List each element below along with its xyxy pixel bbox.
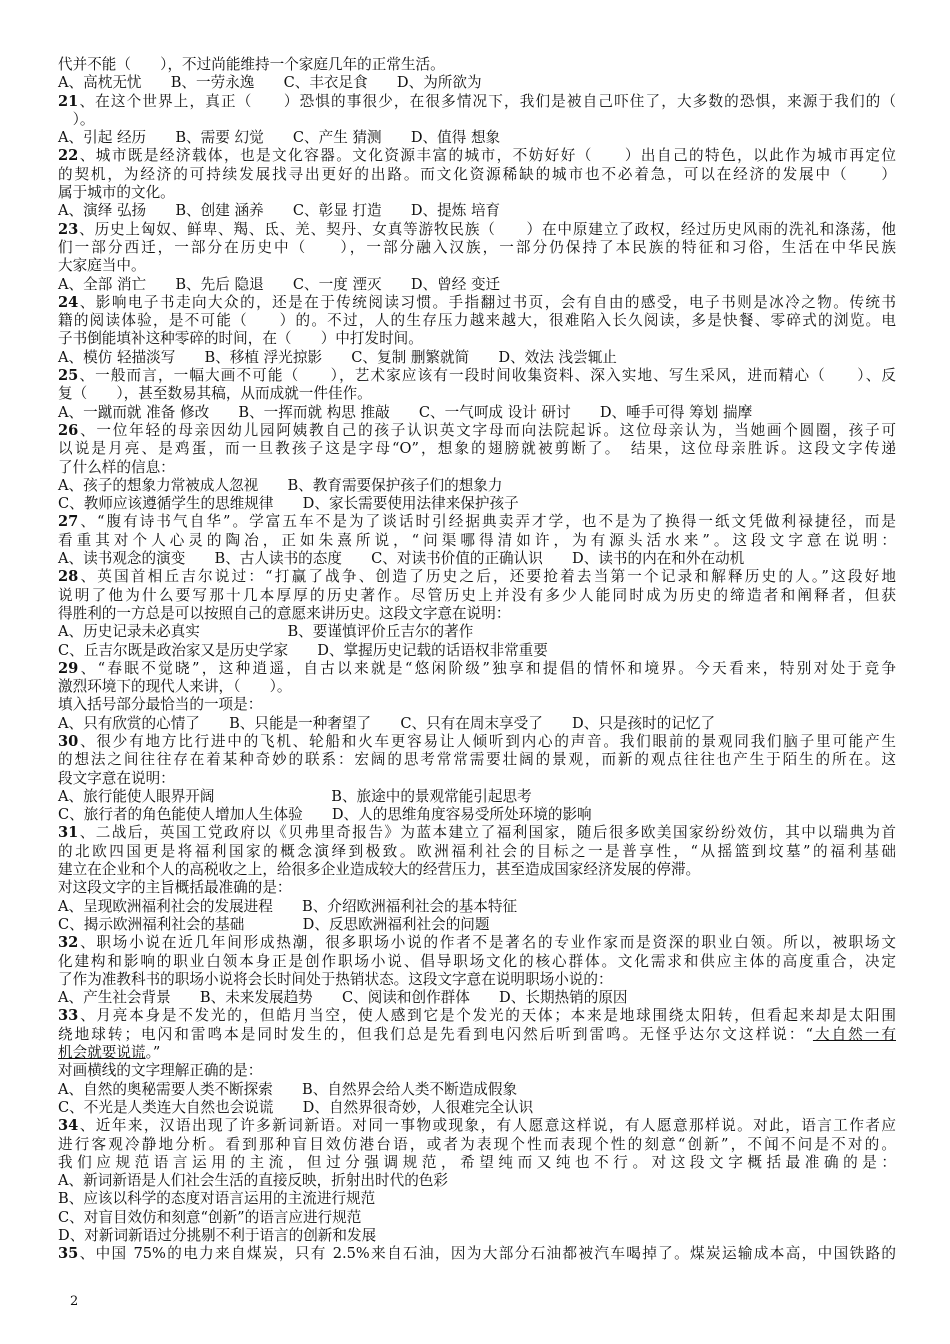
line-text: 的北欧四国更是将福利国家的概念演绎到极致。欧洲福利社会的目标之一是普享性，“从摇篮到坟墓”的福利基础: [58, 842, 896, 860]
text-line: [58, 239, 896, 257]
line-text: 对这段文字的主旨概括最准确的是：: [58, 879, 292, 897]
text-line: [58, 1136, 896, 1154]
text-line: [58, 715, 896, 733]
question-number: 24: [58, 293, 79, 311]
line-text: 进行客观冷静地分析。看到那种盲目效仿港台语，或者为表现个性而表现个性的刻意“创新”，不闻不问是不对的。: [58, 1135, 896, 1153]
line-text: 、历史上匈奴、鲜卑、羯、氐、羌、契丹、女真等游牧民族（ ）在中原建立了政权，经过历史风雨的洗礼和涤荡，他: [78, 220, 896, 238]
text-line: [58, 166, 896, 184]
text-line: [58, 642, 896, 660]
line-text: C、旅行者的角色能使人增加人生体验 D、人的思维角度容易受所处环境的影响: [58, 806, 592, 824]
line-text: 、很少有地方比行进中的飞机、轮船和火车更容易让人倾听到内心的声音。我们眼前的景观同我们脑子里可能产生: [78, 732, 896, 750]
line-text: A、历史记录未必真实 B、要谨慎评价丘吉尔的著作: [58, 623, 474, 641]
question-number: 23: [58, 220, 79, 238]
question-line: [58, 221, 896, 239]
line-text: ）。: [58, 110, 95, 128]
line-text: 、“春眠不觉晓”，这种逍遥，自古以来就是“悠闲阶级”独享和提倡的情怀和境界。今天看来，特别对处于竞争: [78, 659, 896, 677]
line-text: 绕地球转；电闪和雷鸣本是同时发生的，但我们总是先看到电闪然后听到雷鸣。无怪乎达尔文这样说：“: [58, 1025, 813, 1043]
line-text: A、全部 消亡 B、先后 隐退 C、一度 湮灭 D、曾经 变迁: [58, 275, 501, 293]
question-number: 26: [58, 421, 79, 439]
line-text: C、教师应该遵循学生的思维规律 D、家长需要使用法律来保护孩子: [58, 495, 519, 513]
line-text: 、月亮本身是不发光的，但皓月当空，使人感到它是个发光的天体；本来是地球围绕太阳转，但看起来却是太阳围: [78, 1007, 896, 1025]
text-line: [58, 806, 896, 824]
text-line: [58, 312, 896, 330]
text-line: [58, 1044, 896, 1062]
line-text: 的契机，为经济的可持续发展找寻出更好的出路。而文化资源稀缺的城市也不必着急，可以在经济的发展中（ ）: [58, 165, 896, 183]
question-number: 29: [58, 659, 79, 677]
line-text: A、自然的奥秘需要人类不断探索 B、自然界会给人类不断造成假象: [58, 1080, 518, 1098]
text-line: [58, 898, 896, 916]
line-text: C、揭示欧洲福利社会的基础 D、反思欧洲福利社会的问题: [58, 915, 490, 933]
line-text: 的想法之间往往存在着某种奇妙的联系：宏阔的思考常常需要壮阔的景观，而新的观点往往也产生于陌生的所在。这: [58, 751, 896, 769]
question-line: [58, 660, 896, 678]
text-line: [58, 184, 896, 202]
line-text: C、对盲目效仿和刻意“创新”的语言应进行规范: [58, 1208, 362, 1226]
text-line: [58, 1081, 896, 1099]
question-line: [58, 422, 896, 440]
text-line: [58, 1062, 896, 1080]
text-line: [58, 74, 896, 92]
line-text: 们一部分西迁，一部分在历史中（ ），一部分融入汉族，一部分仍保持了本民族的特征和习俗，生活在中华民族: [58, 238, 896, 256]
line-text: 复（ ），甚至数易其稿，从而成就一件佳作。: [58, 385, 372, 403]
line-text: 、二战后，英国工党政府以《贝弗里奇报告》为蓝本建立了福利国家，随后很多欧美国家纷纷效仿，其中以瑞典为首: [78, 824, 896, 842]
line-text: 、城市既是经济载体，也是文化容器。文化资源丰富的城市，不妨好好（ ）出自己的特色，以此作为城市再定位: [78, 147, 896, 165]
text-line: [58, 349, 896, 367]
line-text: 大家庭当中。: [58, 257, 146, 275]
line-text: 说明了他为什么要写那十几本厚厚的历史著作。尽管历史上并没有多少人能同时成为历史的缔造者和阐释者，但获: [58, 586, 896, 604]
text-line: [58, 459, 896, 477]
question-line: [58, 1007, 896, 1025]
text-line: [58, 879, 896, 897]
underlined-text: 机会就要说谎: [58, 1044, 146, 1062]
line-text: 、一般而言，一幅大画不可能（ ），艺术家应该有一段时间收集资料、深入实地、写生采风，进而精心（ ）、反: [78, 367, 896, 385]
question-number: 28: [58, 568, 79, 586]
text-line: [58, 202, 896, 220]
text-line: [58, 495, 896, 513]
question-line: [58, 1117, 896, 1135]
line-text: 子书倒能填补这种零碎的时间，在（ ）中打发时间。: [58, 330, 423, 348]
line-text: A、旅行能使人眼界开阔 B、旅途中的景观常能引起思考: [58, 787, 532, 805]
line-text: 、职场小说在近几年间形成热潮，很多职场小说的作者不是著名的专业作家而是资深的职业白领。所以，被职场文: [78, 934, 896, 952]
text-line: [58, 770, 896, 788]
text-line: [58, 971, 896, 989]
line-text: D、对新词新语过分挑剔不利于语言的创新和发展: [58, 1227, 377, 1244]
text-line: [58, 1209, 896, 1227]
question-number: 32: [58, 934, 79, 952]
question-line: [58, 513, 896, 531]
text-line: [58, 678, 896, 696]
line-text-tail: 。”: [145, 1044, 161, 1062]
line-text: 激烈环境下的现代人来讲，（ ）。: [58, 678, 292, 696]
text-line: [58, 440, 896, 458]
question-line: [58, 568, 896, 586]
line-text: 、英国首相丘吉尔说过：“打赢了战争、创造了历史之后，还要抢着去当第一个记录和解释历史的人。”这段好地: [78, 568, 896, 586]
question-number: 33: [58, 1007, 79, 1025]
line-text: 以说是月亮、是鸡蛋，而一旦教孩子这是字母“O”，想象的翅膀就被剪断了。 结果，这位母亲胜诉。这段文字传递: [58, 440, 896, 458]
line-text: 、近年来，汉语出现了许多新词新语。对同一事物或现象，有人愿意这样说，有人愿意那样说。对此，语言工作者应: [78, 1117, 896, 1135]
question-line: [58, 147, 896, 165]
page-content: [58, 56, 896, 1264]
question-line: [58, 294, 896, 312]
text-line: [58, 953, 896, 971]
line-text: 段文字意在说明：: [58, 769, 175, 787]
text-line: [58, 861, 896, 879]
text-line: [58, 916, 896, 934]
line-text: C、不光是人类连大自然也会说谎 D、自然界很奇妙，人很难完全认识: [58, 1098, 534, 1116]
line-text: 了作为准教科书的职场小说将会长时间处于热销状态。这段文字意在说明职场小说的：: [58, 970, 613, 988]
question-number: 21: [58, 92, 79, 110]
text-line: [58, 1190, 896, 1208]
text-line: [58, 623, 896, 641]
line-text: 、在这个世界上，真正（ ）恐惧的事很少，在很多情况下，我们是被自己吓住了，大多数的恐惧，来源于我们的（: [78, 92, 896, 110]
text-line: [58, 696, 896, 714]
line-text: A、只有欣赏的心情了 B、只能是一种奢望了 C、只有在周末享受了 D、只是孩时的记忆了: [58, 714, 716, 732]
page-number: 2: [70, 1294, 79, 1309]
line-text: A、引起 经历 B、需要 幻觉 C、产生 猜测 D、值得 想象: [58, 129, 501, 147]
text-line: [58, 111, 896, 129]
question-line: [58, 93, 896, 111]
question-line: [58, 367, 896, 385]
text-line: [58, 843, 896, 861]
question-line: [58, 824, 896, 842]
question-number: 35: [58, 1245, 79, 1263]
text-line: [58, 1154, 896, 1172]
line-text: 、“腹有诗书气自华”。学富五车不是为了谈话时引经据典卖弄才学，也不是为了换得一纸文凭做利禄捷径，而是: [78, 513, 896, 531]
question-line: [58, 733, 896, 751]
line-text: 属于城市的文化。: [58, 184, 175, 202]
line-text: 籍的阅读体验，是不可能（ ）的。不过，人的生存压力越来越大，很难陷入长久阅读，多是快餐、零碎式的浏览。电: [58, 312, 896, 330]
question-number: 31: [58, 824, 79, 842]
line-text: A、模仿 轻描淡写 B、移植 浮光掠影 C、复制 删繁就简 D、效法 浅尝辄止: [58, 348, 617, 366]
line-text: A、孩子的想象力常被成人忽视 B、教育需要保护孩子们的想象力: [58, 476, 503, 494]
line-text: A、一蹴而就 准备 修改 B、一挥而就 构思 推敲 C、一气呵成 设计 研讨 D、唾手可得 筹划 揣摩: [58, 403, 753, 421]
question-number: 34: [58, 1117, 79, 1135]
line-text: A、高枕无忧 B、一劳永逸 C、丰衣足食 D、为所欲为: [58, 74, 482, 92]
question-number: 22: [58, 147, 79, 165]
line-text: 化建构和影响的职业白领本身正是创作职场小说、倡导职场文化的核心群体。文化需求和供应主体的高度重合，决定: [58, 952, 896, 970]
text-line: [58, 1099, 896, 1117]
text-line: [58, 1026, 896, 1044]
text-line: [58, 605, 896, 623]
text-line: [58, 989, 896, 1007]
line-text: A、产生社会背景 B、未来发展趋势 C、阅读和创作群体 D、长期热销的原因: [58, 989, 628, 1007]
text-line: [58, 257, 896, 275]
text-line: [58, 129, 896, 147]
text-line: [58, 1227, 896, 1245]
text-line: [58, 550, 896, 568]
line-text: 我们应规范语言运用的主流，但过分强调规范，希望纯而又纯也不行。对这段文字概括最准确的是：: [58, 1153, 896, 1171]
text-line: [58, 477, 896, 495]
text-line: [58, 751, 896, 769]
text-line: [58, 788, 896, 806]
line-text: B、应该以科学的态度对语言运用的主流进行规范: [58, 1190, 376, 1208]
line-text: 看重其对个人心灵的陶冶，正如朱熹所说，“问渠哪得清如许，为有源头活水来”。这段文字意在说明：: [58, 531, 896, 549]
text-line: [58, 330, 896, 348]
text-line: [58, 276, 896, 294]
line-text: 代并不能（ ），不过尚能维持一个家庭几年的正常生活。: [58, 56, 445, 73]
line-text: C、丘吉尔既是政治家又是历史学家 D、掌握历史记载的话语权非常重要: [58, 641, 548, 659]
line-text: 填入括号部分最恰当的一项是：: [58, 696, 263, 714]
text-line: [58, 587, 896, 605]
line-text: 建立在企业和个人的高税收之上，给很多企业造成较大的经营压力，甚至造成国家经济发展的停滞。: [58, 861, 701, 879]
line-text: 、中国 75%的电力来自煤炭，只有 2.5%来自石油，因为大部分石油都被汽车喝掉了。煤炭运输成本高，中国铁路的: [78, 1245, 896, 1263]
line-text: 、一位年轻的母亲因幼儿园阿姨教自己的孩子认识英文字母而向法院起诉。这位母亲认为，当她画个圆圈，孩子可: [78, 421, 896, 439]
line-text: A、新词新语是人们社会生活的直接反映，折射出时代的色彩: [58, 1172, 448, 1190]
line-text: 得胜利的一方总是可以按照自己的意愿来讲历史。这段文字意在说明：: [58, 604, 511, 622]
line-text: A、读书观念的演变 B、古人读书的态度 C、对读书价值的正确认识 D、读书的内在和外在动机: [58, 550, 745, 568]
underlined-text: 大自然一有: [812, 1025, 896, 1043]
text-line: [58, 1172, 896, 1190]
text-line: [58, 56, 896, 74]
line-text: A、呈现欧洲福利社会的发展进程 B、介绍欧洲福利社会的基本特征: [58, 897, 518, 915]
question-number: 27: [58, 513, 79, 531]
question-number: 30: [58, 732, 79, 750]
text-line: [58, 532, 896, 550]
line-text: 对画横线的文字理解正确的是：: [58, 1062, 263, 1080]
text-line: [58, 385, 896, 403]
question-line: [58, 934, 896, 952]
line-text: 、影响电子书走向大众的，还是在于传统阅读习惯。手指翻过书页，会有自由的感受，电子书则是冰冷之物。传统书: [78, 293, 896, 311]
question-line: [58, 1245, 896, 1263]
line-text: 了什么样的信息：: [58, 458, 175, 476]
text-line: [58, 404, 896, 422]
line-text: A、演绎 弘扬 B、创建 涵养 C、彰显 打造 D、提炼 培育: [58, 202, 501, 220]
question-number: 25: [58, 367, 79, 385]
